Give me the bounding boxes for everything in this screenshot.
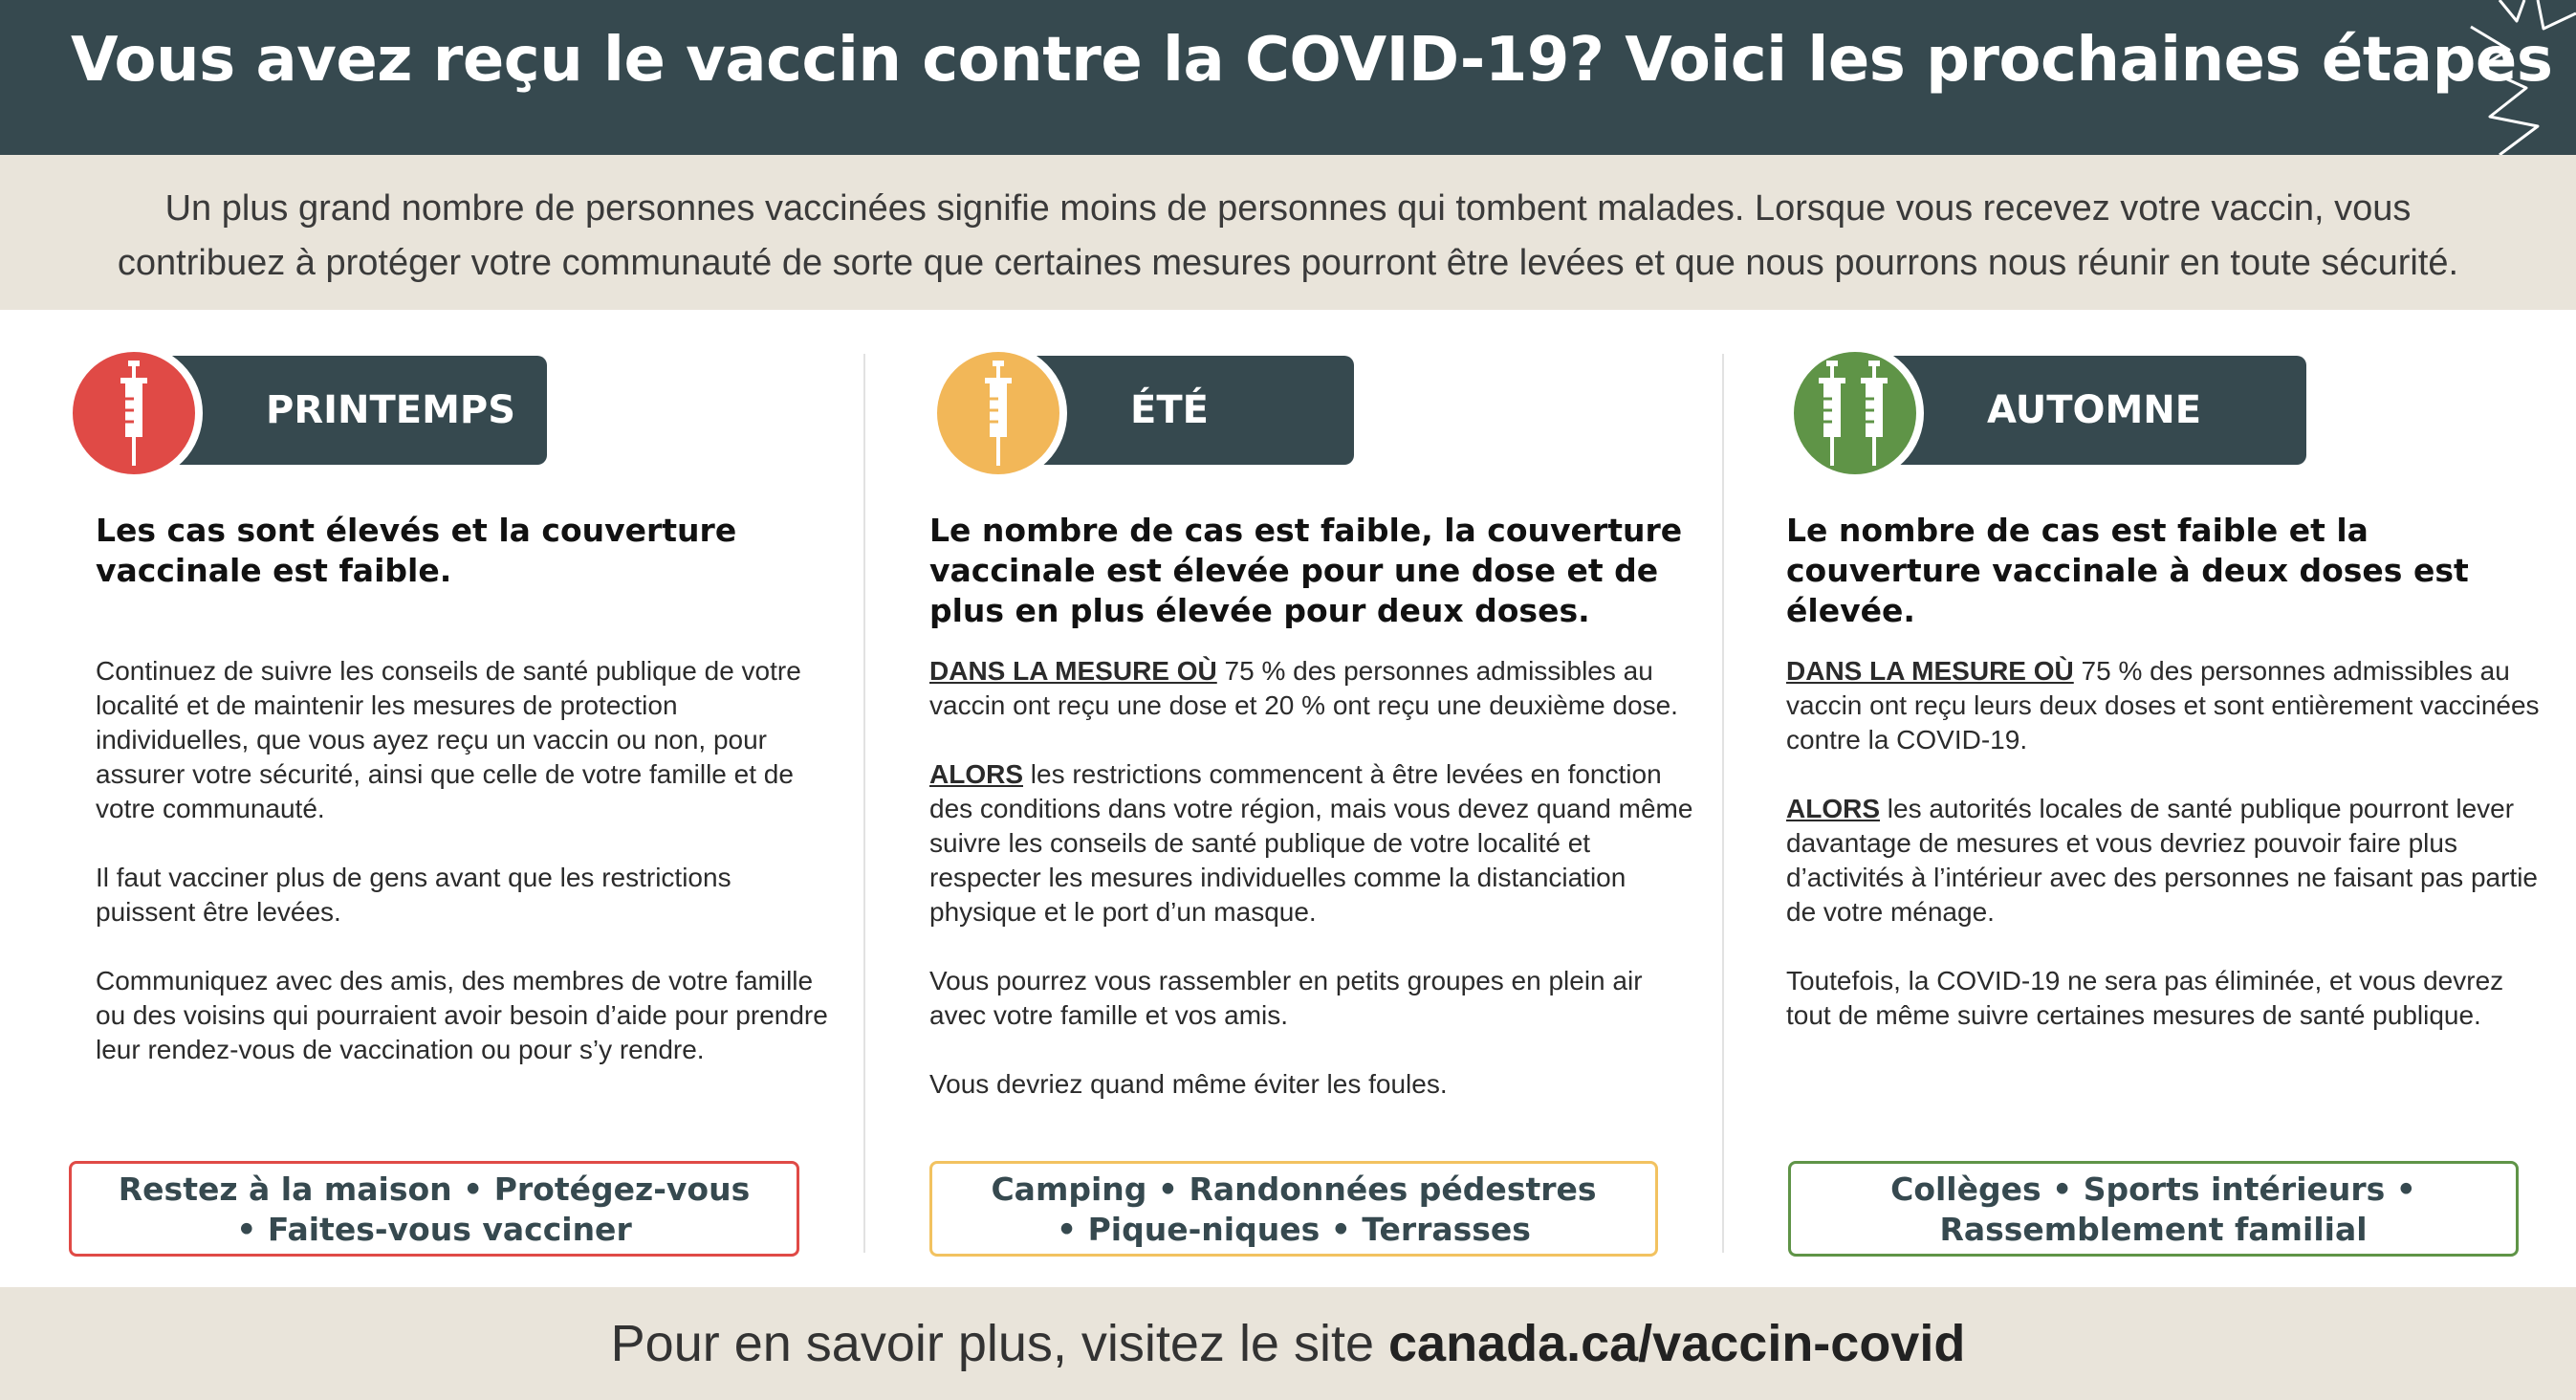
condition-keyword: DANS LA MESURE OÙ <box>1786 656 2074 686</box>
season-badge-autumn <box>1786 344 1924 482</box>
intro-line-2: contribuez à protéger votre communauté de sorte que certaines mesures pourront être levées et que nous pourrons nous réunir en toute sécurité. <box>117 243 2459 283</box>
condition-keyword: DANS LA MESURE OÙ <box>929 656 1217 686</box>
header-banner <box>0 0 2576 155</box>
season-label-summer: ÉTÉ <box>1035 356 1354 465</box>
column-spring <box>65 356 830 1255</box>
column-headline: Le nombre de cas est faible, la couverture vaccinale est élevée pour une dose et de plus en plus élevée pour deux doses. <box>929 512 1683 629</box>
body-paragraph <box>929 654 1694 723</box>
column-body <box>1786 654 2542 1033</box>
body-paragraph <box>1786 792 2542 930</box>
season-header-summer <box>929 356 1694 490</box>
body-paragraph: Continuez de suivre les conseils de santé publique de votre localité et de maintenir les mesures de protection individuelles, que vous ayez reçu un vaccin ou non, pour assurer votre sécurité, ainsi que celle de votre famille et de votre communauté. <box>96 656 801 823</box>
result-keyword: ALORS <box>929 759 1023 789</box>
column-summer <box>929 356 1694 1255</box>
single-syringe-icon <box>979 361 1017 466</box>
activities-line: Camping • Randonnées pédestres <box>991 1170 1597 1208</box>
body-paragraph: Communiquez avec des amis, des membres de votre famille ou des voisins qui pourraient avoir besoin d’aide pour prendre leur rendez-vous de vaccination ou pour s’y rendre. <box>96 966 828 1064</box>
intro-line-1: Un plus grand nombre de personnes vaccinées signifie moins de personnes qui tombent malades. Lorsque vous recevez votre vaccin, vous <box>164 188 2412 229</box>
season-badge-spring <box>65 344 203 482</box>
activities-line: Rassemblement familial <box>1939 1211 2368 1248</box>
season-badge-summer <box>929 344 1067 482</box>
activities-line: Restez à la maison • Protégez-vous <box>118 1170 751 1208</box>
paragraph-text: les autorités locales de santé publique pourront lever davantage de mesures et vous devriez pouvoir faire plus d’activités à l’intérieur avec des personnes ne faisant pas partie de votre ménage. <box>1786 794 2538 927</box>
result-keyword: ALORS <box>1786 794 1880 823</box>
footer-text: Pour en savoir plus, visitez le site <box>610 1315 1389 1372</box>
body-paragraph: Toutefois, la COVID-19 ne sera pas éliminée, et vous devrez tout de même suivre certaines mesures de santé publique. <box>1786 966 2504 1030</box>
body-paragraph: Vous devriez quand même éviter les foules. <box>929 1069 1448 1099</box>
single-syringe-icon <box>115 361 153 466</box>
body-paragraph: Il faut vacciner plus de gens avant que les restrictions puissent être levées. <box>96 863 731 927</box>
activities-line: Collèges • Sports intérieurs • <box>1890 1170 2416 1208</box>
column-headline: Les cas sont élevés et la couverture vaccinale est faible. <box>96 512 737 589</box>
column-body <box>929 654 1694 1102</box>
paragraph-text: les restrictions commencent à être levées en fonction des conditions dans votre région, mais vous devez quand même suivre les conseils de santé publique de votre localité et respecter les mesures individuelles comme la distanciation physique et le port d’un masque. <box>929 759 1693 927</box>
footer-link[interactable]: canada.ca/vaccin-covid <box>1388 1315 1966 1372</box>
page-title: Vous avez reçu le vaccin contre la COVID-19? Voici les prochaines étapes <box>71 25 2553 96</box>
footer <box>0 1287 2576 1400</box>
column-divider <box>1722 354 1724 1253</box>
season-label-autumn: AUTOMNE <box>1891 356 2306 465</box>
season-header-autumn <box>1786 356 2542 490</box>
column-headline: Le nombre de cas est faible et la couverture vaccinale à deux doses est élevée. <box>1786 512 2469 629</box>
paragraph-text: 75 % des personnes admissibles au vaccin ont reçu leurs deux doses et sont entièrement vaccinées contre la COVID-19. <box>1786 656 2540 755</box>
body-paragraph <box>929 757 1694 930</box>
column-autumn <box>1786 356 2542 1255</box>
activities-line: • Pique-niques • Terrasses <box>1057 1211 1531 1248</box>
season-header-spring <box>65 356 830 490</box>
intro-section <box>0 155 2576 310</box>
activities-box-autumn <box>1788 1161 2519 1257</box>
column-body <box>65 654 830 1067</box>
body-paragraph: Vous pourrez vous rassembler en petits groupes en plein air avec votre famille et vos amis. <box>929 966 1643 1030</box>
maple-leaf-outline-icon <box>2356 0 2576 155</box>
season-label-spring: PRINTEMPS <box>170 356 547 465</box>
column-divider <box>863 354 865 1253</box>
activities-box-summer <box>929 1161 1658 1257</box>
double-syringe-icon <box>1817 361 1893 466</box>
paragraph-text: 75 % des personnes admissibles au vaccin ont reçu une dose et 20 % ont reçu une deuxième dose. <box>929 656 1678 720</box>
activities-box-spring <box>69 1161 799 1257</box>
body-paragraph <box>1786 654 2542 757</box>
activities-line: • Faites-vous vacciner <box>236 1211 632 1248</box>
